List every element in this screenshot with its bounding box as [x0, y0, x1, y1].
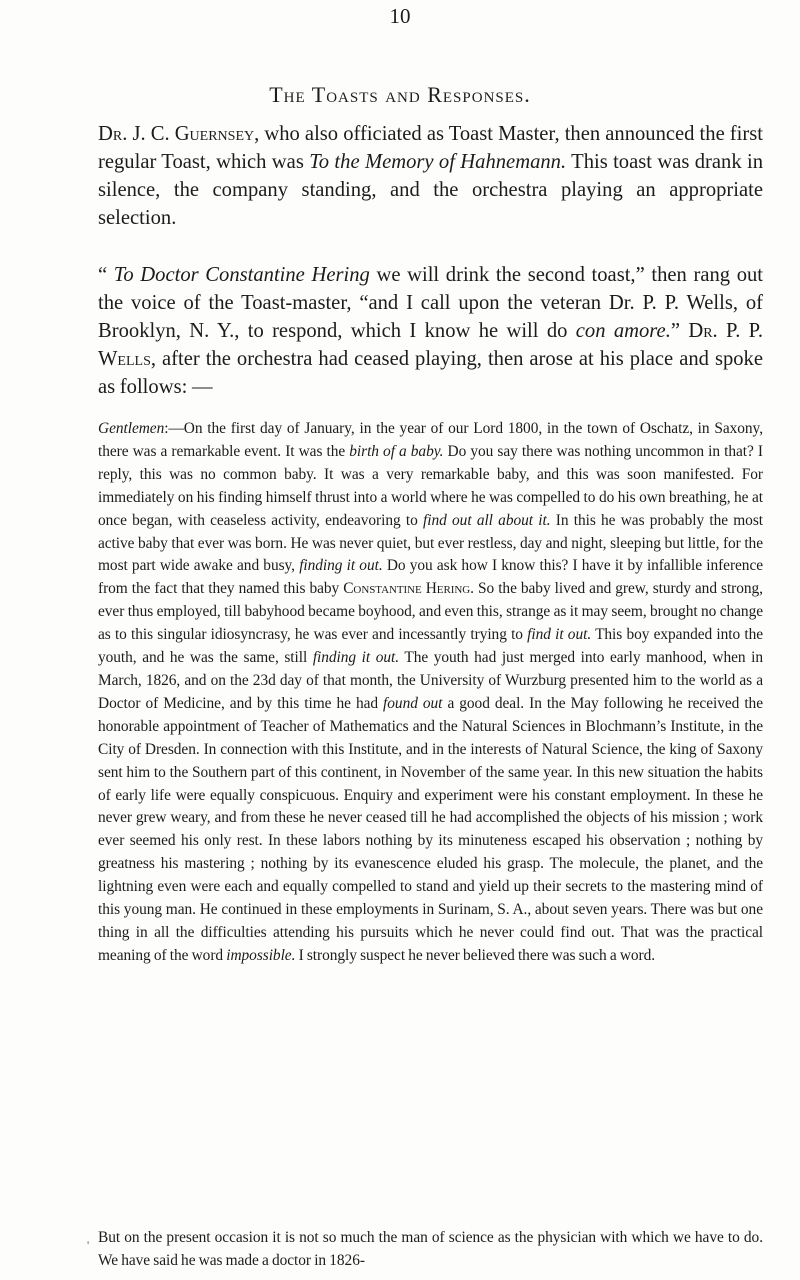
page-number: 10 [389, 4, 411, 28]
second-toast-title: To Doctor Constantine Hering [113, 264, 370, 286]
section-heading: The Toasts and Responses. [269, 82, 531, 107]
intro-paragraph-1: Dr. J. C. Guernsey, who also officiated as Toast Master, then announced the first regular Toast, which was To the Memory of Hahnemann. This toast was drank in silence, the company standing, and the orchestra playing an appropriate selection. [98, 123, 763, 229]
intro-paragraph-2: “ To Doctor Constantine Hering we will drink the second toast,” then rang out the voice of the Toast-master, “and I call upon the veteran Dr. P. P. Wells, of Brooklyn, N. Y., to respond, which I know he will do con amore.” Dr. P. P. Wells, after the orchestra had ceased playing, then arose at his place and spoke as follows: — [98, 264, 764, 398]
margin-mark: ' [87, 1238, 90, 1252]
speech-paragraph: Gentlemen:—On the first day of January, in the year of our Lord 1800, in the town of Oschatz, in Saxony, there was a remarkable event. It was the birth of a baby. Do you say there was nothing uncommon in that? I reply, this was no common baby. It was a very remarkable baby, and this was soon manifested. For immediately on his finding himself thrust into a world where he was compelled to do his own breathing, he at once began, with ceaseless activity, endeavoring to find out all about it. In this he was probably the most active baby that ever was born. He was never quiet, but ever restless, day and night, sleeping but little, for the most part wide awake and busy, finding it out. Do you ask how I know this? I have it by infallible inference from the fact that they named this baby Constantine Hering. So the baby lived and grew, sturdy and strong, ever thus employed, till babyhood became boyhood, and even this, strange as it may seem, brought no change as to this singular idiosyncrasy, he was ever and incessantly trying to find it out. This boy expanded into the youth, and he was the same, still finding it out. The youth had just merged into early manhood, when in March, 1826, and on the 23d day of that month, the University of Wurzburg presented him to the world as a Doctor of Medicine, and by this time he had found out a good deal. In the May following he received the honorable appointment of Teacher of Mathematics and the Natural Sciences in Blochmann’s Institute, in the City of Dresden. In connection with this Institute, and in the interests of Natural Science, the king of Saxony sent him to the Southern part of this continent, in November of the same year. In this new situation the habits of early life were equally conspicuous. Enquiry and experiment were his constant employment. In these he never grew weary, and from these he never ceased till he had accomplished the objects of his mission ; work ever seemed his only rest. In these labors nothing by its minuteness escaped his observation ; nothing by greatness his mastering ; nothing by its evanescence eluded his grasp. The molecule, the planet, and the lightning even were each and equally compelled to stand and yield up their secrets to the mastering mind of this young man. He continued in these employments in Surinam, S. A., about seven years. There was but one thing in all the difficulties attending his pursuits which he never could find out. That was the practical meaning of the word impossible. I strongly suspect he never believed there was such a word. [98, 420, 764, 964]
speech-paragraph-last: But on the present occasion it is not so much the man of science as the physician with which we have to do. We have said he was made a doctor in 1826- [98, 1229, 763, 1269]
speaker-name-wells: Dr. P. P. Wells [98, 320, 763, 370]
first-toast-title: To the Memory of Hahnemann. [309, 151, 567, 173]
hering-name: Constantine Hering [343, 580, 471, 598]
speaker-name-guernsey: Dr. J. C. Guernsey [98, 123, 255, 145]
salutation: Gentlemen [98, 420, 165, 437]
